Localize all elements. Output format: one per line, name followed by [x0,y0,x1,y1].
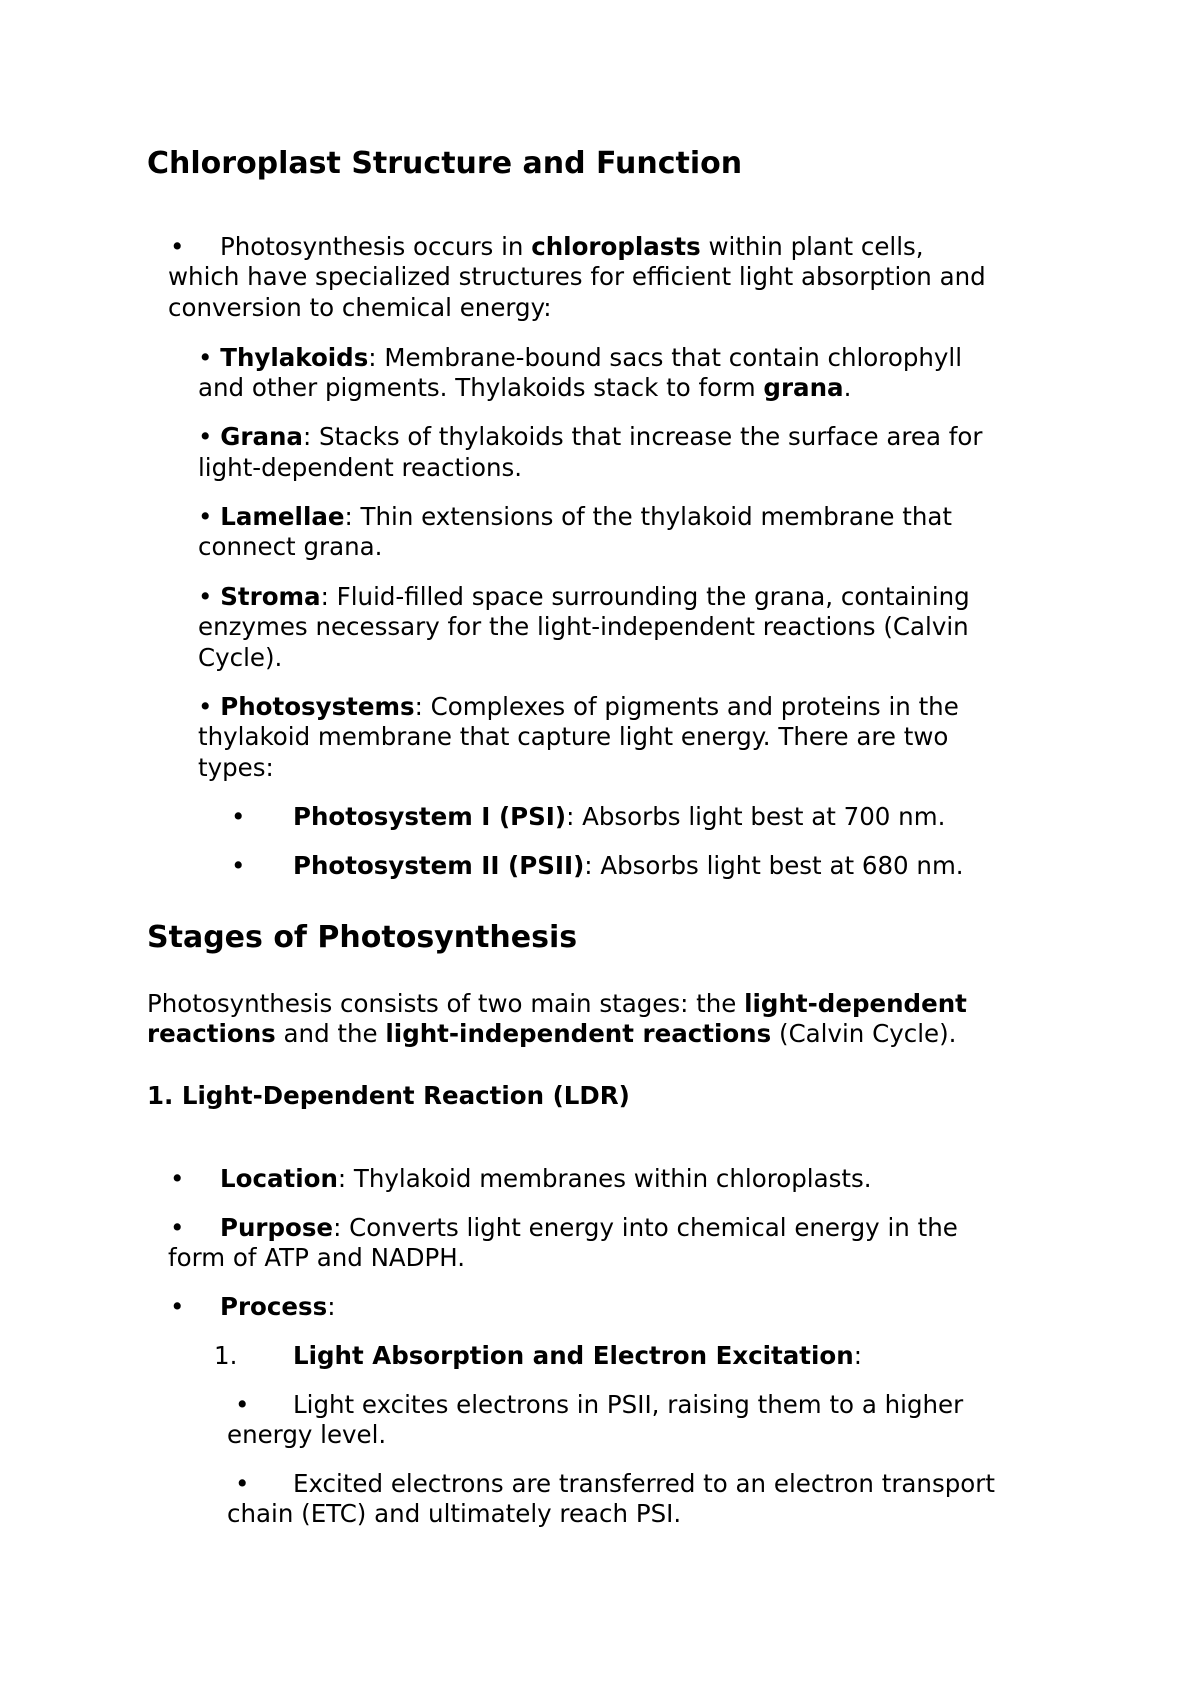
list-item-line: • Photosystems: Complexes of pigments and proteins in the [198,692,959,721]
section-title-stages: Stages of Photosynthesis [147,920,578,955]
list-item-line: and other pigments. Thylakoids stack to form grana. [198,373,852,402]
bullet-glyph: • [231,802,246,831]
list-item-purpose: Purpose: Converts light energy into chemical energy in the [220,1213,958,1242]
sublist-item-line: Light excites electrons in PSII, raising them to a higher [293,1390,964,1419]
bullet-glyph: • [170,232,185,261]
bullet-glyph: • [231,851,246,880]
section-title-chloroplast: Chloroplast Structure and Function [147,146,743,181]
list-item-line: light-dependent reactions. [198,453,523,482]
sublist-item-line: Excited electrons are transferred to an electron transport [293,1469,995,1498]
list-item-line: • Lamellae: Thin extensions of the thylakoid membrane that [198,502,953,531]
list-item-line: Cycle). [198,643,283,672]
list-item-line: • Grana: Stacks of thylakoids that increase the surface area for [198,422,983,451]
step-number: 1. [214,1341,238,1370]
sublist-item-line: energy level. [227,1420,387,1449]
bullet-glyph: • [170,1213,185,1242]
list-item-line: • Thylakoids: Membrane-bound sacs that contain chlorophyll [198,343,963,372]
bullet-glyph: • [170,1164,185,1193]
list-item-process: Process: [220,1292,336,1321]
paragraph-line: reactions and the light-independent reactions (Calvin Cycle). [147,1019,957,1048]
list-item-psii: Photosystem II (PSII): Absorbs light best at 680 nm. [293,851,964,880]
list-item-line: form of ATP and NADPH. [168,1243,466,1272]
sublist-item-line: chain (ETC) and ultimately reach PSI. [227,1499,682,1528]
list-item-location: Location: Thylakoid membranes within chloroplasts. [220,1164,872,1193]
list-item-line: enzymes necessary for the light-independent reactions (Calvin [198,612,969,641]
list-item-line: • Stroma: Fluid-filled space surrounding the grana, containing [198,582,970,611]
step-title: Light Absorption and Electron Excitation: [293,1341,862,1370]
subsection-title-ldr: 1. Light-Dependent Reaction (LDR) [147,1081,630,1110]
bullet-glyph: • [170,1292,185,1321]
list-item-psi: Photosystem I (PSI): Absorbs light best at 700 nm. [293,802,946,831]
bullet-glyph: • [235,1390,250,1419]
list-item-line: thylakoid membrane that capture light energy. There are two [198,722,949,751]
intro-line-2: which have specialized structures for efficient light absorption and [168,262,986,291]
paragraph-line: Photosynthesis consists of two main stages: the light-dependent [147,989,967,1018]
intro-line-3: conversion to chemical energy: [168,293,552,322]
intro-line-1: Photosynthesis occurs in chloroplasts within plant cells, [220,232,924,261]
list-item-line: types: [198,753,274,782]
list-item-line: connect grana. [198,532,383,561]
bullet-glyph: • [235,1469,250,1498]
